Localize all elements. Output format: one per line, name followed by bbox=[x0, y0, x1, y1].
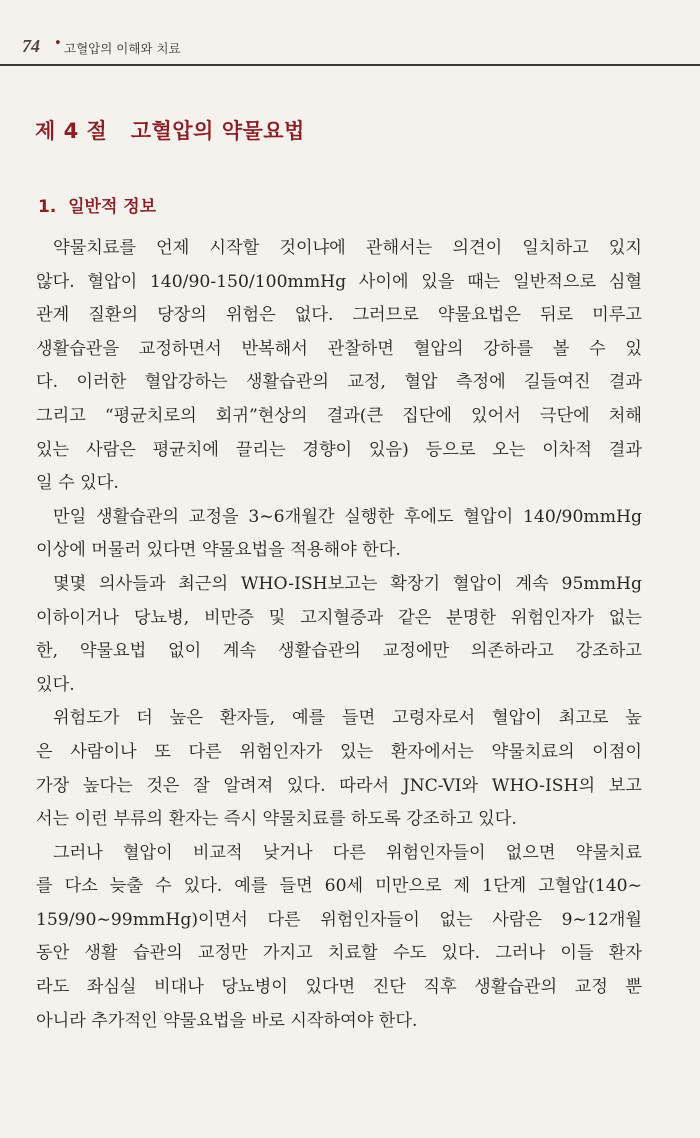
text-line: 은 사람이나 또 다른 위험인자가 있는 환자에서는 약물치료의 이점이 bbox=[36, 741, 642, 762]
paragraph bbox=[36, 232, 642, 501]
text-line: 몇몇 의사들과 최근의 WHO-ISH보고는 확장기 혈압이 계속 95mmHg bbox=[53, 573, 642, 594]
header-rule bbox=[0, 64, 700, 66]
text-line: 이상에 머물러 있다면 약물요법을 적용해야 한다. bbox=[36, 540, 401, 561]
paragraph bbox=[36, 837, 642, 1039]
text-line: 159/90∼99mmHg)이면서 다른 위험인자들이 없는 사람은 9∼12개월 bbox=[36, 909, 642, 930]
section-title: 제 4 절 고혈압의 약물요법 bbox=[35, 119, 305, 143]
text-line: 있다. bbox=[36, 674, 75, 695]
paragraph bbox=[36, 501, 642, 568]
paragraph bbox=[36, 568, 642, 702]
text-line: 다. 이러한 혈압강하는 생활습관의 교정, 혈압 측정에 길들여진 결과 bbox=[36, 372, 642, 393]
text-line: 생활습관을 교정하면서 반복해서 관찰하면 혈압의 강하를 볼 수 있 bbox=[36, 338, 642, 359]
page-number: 74 bbox=[22, 36, 40, 56]
text-line: 아니라 추가적인 약물요법을 바로 시작하여야 한다. bbox=[36, 1010, 418, 1031]
text-line: 한, 약물요법 없이 계속 생활습관의 교정에만 의존하라고 강조하고 bbox=[36, 641, 642, 662]
text-line: 있는 사람은 평균치에 끌리는 경향이 있음) 등으로 오는 이차적 결과 bbox=[36, 439, 642, 460]
text-line: 라도 좌심실 비대나 당뇨병이 있다면 진단 직후 생활습관의 교정 뿐 bbox=[36, 977, 642, 998]
text-line: 그리고 “평균치로의 회귀”현상의 결과(큰 집단에 있어서 극단에 처해 bbox=[36, 405, 642, 426]
page-header bbox=[0, 0, 700, 60]
running-title: 고혈압의 이해와 치료 bbox=[64, 41, 181, 56]
text-line: 이하이거나 당뇨병, 비만증 및 고지혈증과 같은 분명한 위험인자가 없는 bbox=[36, 607, 642, 628]
text-line: 약물치료를 언제 시작할 것이냐에 관해서는 의견이 일치하고 있지 bbox=[53, 238, 642, 258]
text-line: 만일 생활습관의 교정을 3∼6개월간 실행한 후에도 혈압이 140/90mmHg bbox=[53, 506, 642, 527]
text-line: 않다. 혈압이 140/90-150/100mmHg 사이에 있을 때는 일반적으로 심혈 bbox=[36, 271, 642, 292]
text-line: 동안 생활 습관의 교정만 가지고 치료할 수도 있다. 그러나 이들 환자 bbox=[36, 943, 642, 964]
text-line: 를 다소 늦출 수 있다. 예를 들면 60세 미만으로 제 1단계 고혈압(140∼ bbox=[36, 876, 642, 897]
text-line: 관계 질환의 당장의 위험은 없다. 그러므로 약물요법은 뒤로 미루고 bbox=[36, 305, 642, 326]
text-line: 그러나 혈압이 비교적 낮거나 다른 위험인자들이 없으면 약물치료 bbox=[53, 842, 642, 863]
text-line: 가장 높다는 것은 잘 알려져 있다. 따라서 JNC-VI와 WHO-ISH의 보고 bbox=[36, 775, 642, 796]
paragraph bbox=[36, 702, 642, 836]
subsection-title: 1. 일반적 정보 bbox=[38, 197, 157, 217]
text-line: 일 수 있다. bbox=[36, 473, 119, 494]
text-line: 위험도가 더 높은 환자들, 예를 들면 고령자로서 혈압이 최고로 높 bbox=[53, 708, 642, 729]
body-text bbox=[36, 232, 642, 1038]
text-line: 서는 이런 부류의 환자는 즉시 약물치료를 하도록 강조하고 있다. bbox=[36, 809, 517, 830]
header-bullet: • bbox=[54, 36, 62, 51]
